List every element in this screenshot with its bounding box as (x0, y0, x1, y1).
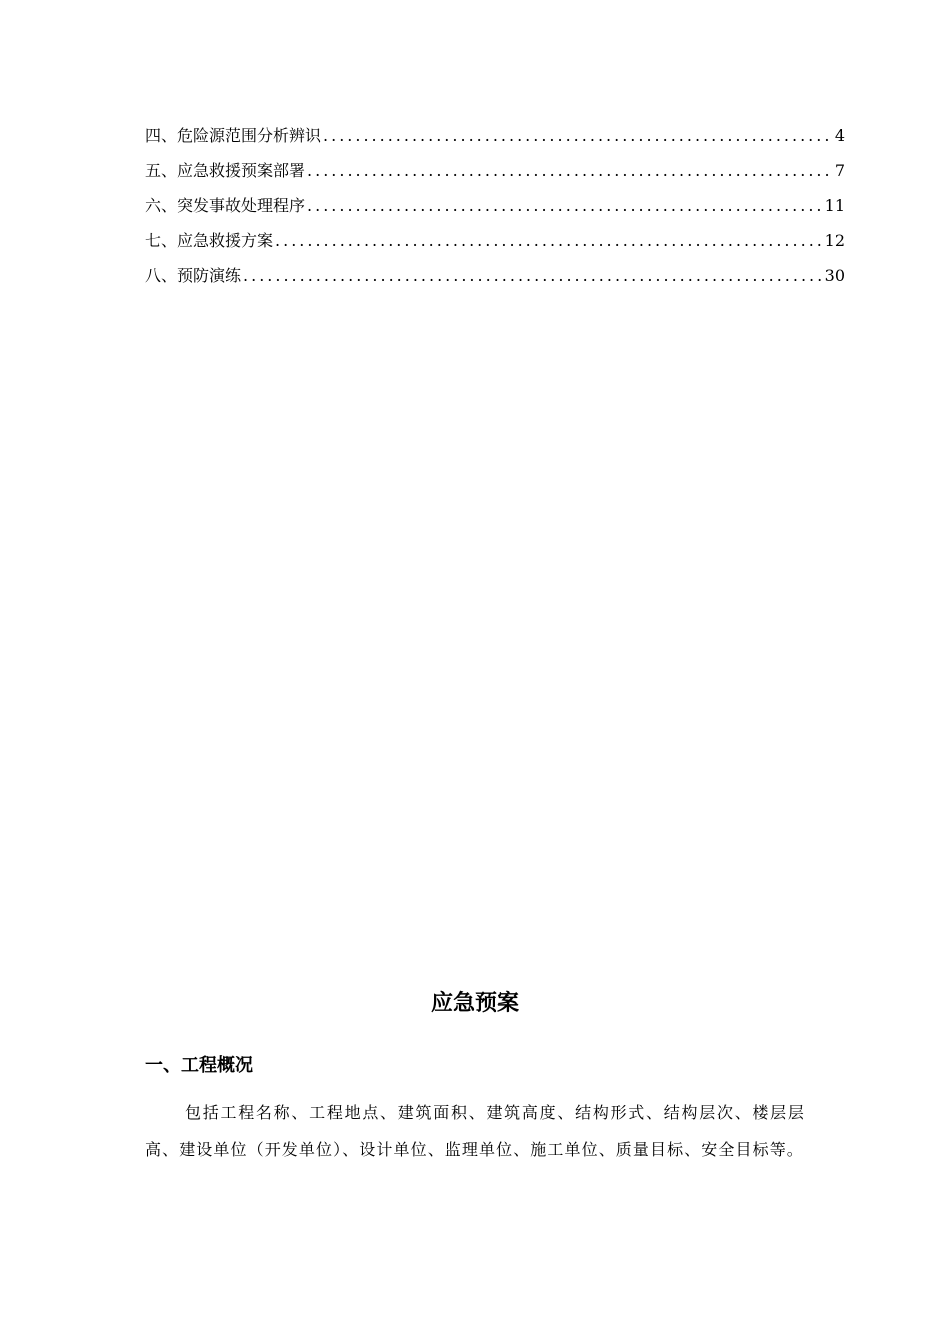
table-of-contents (145, 125, 845, 300)
toc-entry-page: 12 (824, 231, 845, 250)
toc-entry-page: 30 (824, 266, 845, 285)
toc-entry-page: 4 (834, 126, 845, 145)
toc-entry[interactable] (145, 125, 845, 160)
toc-entry-page: 7 (834, 161, 845, 180)
toc-entry[interactable] (145, 230, 845, 265)
toc-dot-leader (307, 195, 823, 217)
section-heading: 一、工程概况 (145, 1055, 253, 1076)
toc-dot-leader (275, 230, 823, 252)
toc-dot-leader (323, 125, 833, 147)
document-title: 应急预案 (430, 991, 519, 1016)
toc-dot-leader (307, 160, 833, 182)
toc-entry-label: 六、突发事故处理程序 (145, 196, 306, 215)
toc-entry-label: 八、预防演练 (145, 266, 242, 285)
section-body-paragraph: 包括工程名称、工程地点、建筑面积、建筑高度、结构形式、结构层次、楼层层高、建设单位（开发单位）、设计单位、监理单位、施工单位、质量目标、安全目标等。 (145, 1103, 805, 1159)
toc-entry-label: 五、应急救援预案部署 (145, 161, 306, 180)
toc-entry[interactable] (145, 195, 845, 230)
toc-entry-label: 七、应急救援方案 (145, 231, 274, 250)
toc-entry[interactable] (145, 265, 845, 300)
toc-entry[interactable] (145, 160, 845, 195)
toc-dot-leader (243, 265, 823, 287)
toc-entry-label: 四、危险源范围分析辨识 (145, 126, 322, 145)
toc-entry-page: 11 (824, 196, 845, 215)
